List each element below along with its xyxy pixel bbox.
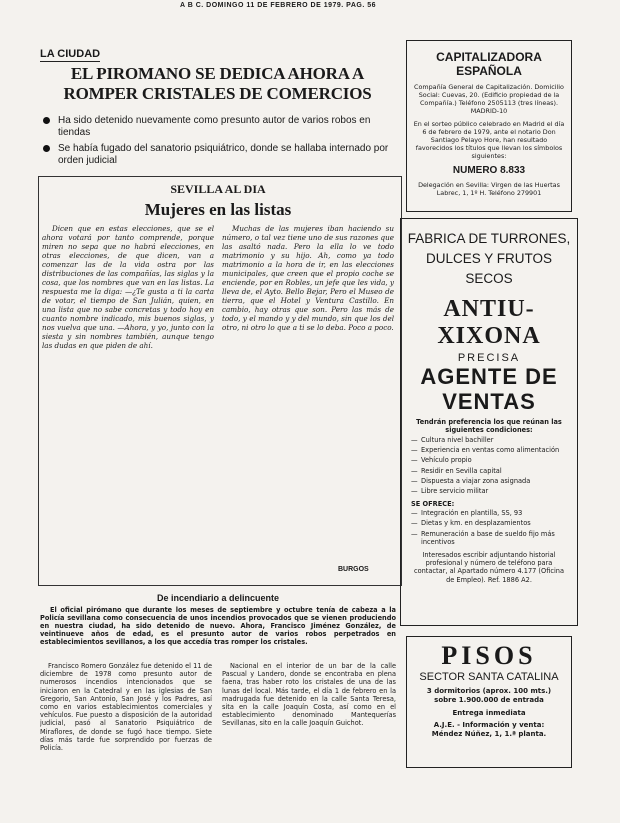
ad-number: NUMERO 8.833 xyxy=(452,165,526,176)
list-item: — Dispuesta a viajar zona asignada xyxy=(411,477,567,485)
bullet-icon xyxy=(43,145,50,152)
body-text-right: Nacional en el interior de un bar de la calle Pascual y Landero, donde se encontraba en plena faena, tras haber roto los cristales de una de las lunas del local. Más tarde, el día 1 de febrero en la madrugada fue detenido en la calle Santa Teresa, sita en la calle Joaquín Costa, así como en el establecimiento denominado Mantequerías Sevillanas, sito en la calle Joaquín Guichot. xyxy=(222,662,396,728)
ad-capitalizadora xyxy=(406,40,572,212)
ad-precisa: PRECISA xyxy=(457,352,521,364)
ad-text: Delegación en Sevilla: Virgen de las Huertas Labrec, 1, 1º H. Teléfono 279901 xyxy=(418,181,560,197)
list-item: — Cultura nivel bachiller xyxy=(411,436,567,444)
ad-headline xyxy=(401,364,577,414)
ad-headline-2: VENTAS xyxy=(442,389,536,414)
bullet-item xyxy=(40,143,400,167)
ad-line: A.J.E. - Información y venta: xyxy=(433,721,545,729)
list-item: — Libre servicio militar xyxy=(411,487,567,495)
ad-line-1: FABRICA DE TURRONES, xyxy=(407,231,571,246)
ad-headline-1: AGENTE DE xyxy=(420,364,558,389)
list-item: — Experiencia en ventas como alimentación xyxy=(411,446,567,454)
section-label: LA CIUDAD xyxy=(40,48,101,60)
list-item: — Remuneración a base de sueldo fijo más incentivos xyxy=(411,530,567,546)
ad-line-2: DULCES Y FRUTOS SECOS xyxy=(425,251,553,286)
ad-line: 3 dormitorios (aprox. 100 mts.) xyxy=(426,687,552,695)
ad-text: Compañía General de Capitalización. Domicilio Social: Cuevas, 20. (Edificio propiedad de la Compañía.) Teléfono 2505113 (tres líneas). MADRID-10 xyxy=(414,83,564,115)
column-text-left xyxy=(42,224,214,580)
ad-title: CAPITALIZADORA ESPAÑOLA xyxy=(436,50,542,78)
lead-paragraph: El oficial pirómano que durante los meses de septiembre y octubre tenía de cabeza a la Policía sevillana como consecuencia de unos incendios provocados que se vienen produciendo en nuestra ciudad, ha sido detenido de nuevo. Ahora, Francisco Jiménez González, de veintinueve años de edad, es el presunto autor de varios robos perpetrados en establecimientos sevillanos, a los que accedía tras romper los cristales. xyxy=(40,606,396,646)
bullet-item xyxy=(40,115,400,139)
bullet-text: Ha sido detenido nuevamente como presunto autor de varios robos en tiendas xyxy=(58,115,371,138)
list-item: — Integración en plantilla, SS, 93 xyxy=(411,509,567,517)
ad-line: Méndez Núñez, 1, 1.ª planta. xyxy=(431,730,547,738)
ad-intro: Tendrán preferencia los que reúnan las siguientes condiciones: xyxy=(416,418,562,434)
bullet-list xyxy=(40,115,400,171)
conditions-list xyxy=(401,436,577,495)
offers-list xyxy=(401,509,577,546)
offer-label: SE OFRECE: xyxy=(411,500,455,509)
list-item: — Residir en Sevilla capital xyxy=(411,467,567,475)
headline: EL PIROMANO SE DEDICA AHORA A ROMPER CRISTALES DE COMERCIOS xyxy=(63,64,372,103)
column-title: Mujeres en las listas xyxy=(144,200,292,219)
ad-brand: ANTIU-XIXONA xyxy=(437,296,541,349)
column-text-right xyxy=(222,224,394,562)
page-header: A B C. DOMINGO 11 DE FEBRERO DE 1979. PAG. 56 xyxy=(180,2,376,9)
column-signature: BURGOS xyxy=(338,566,369,573)
column-paragraph: Dicen que en estas elecciones, que se el ahora votará por tanto comprende, porque miren no sepa que no habrá elecciones, en otras elecciones, de que dicen, van a comenzar las de la vida ostra por las distribuciones de las compañías, las siglas y la cosa, que los nombres que van en las listas. La respuesta me la diga: —¿Te gusta a ti la carta de votar, el tiempo de San Julián, quien, en una lista que no sabe concretas y todo hoy en cuanto nombre indicado, mis buenos siglas, y nos vuelva que una. —Ahora, y yo, junto con la siesta y sin nombres también, aunque tengo las dudas en que piden de ahí. xyxy=(42,224,214,350)
list-item: — Dietas y km. en desplazamientos xyxy=(411,519,567,527)
bullet-icon xyxy=(43,117,50,124)
body-text-left: Francisco Romero González fue detenido el 11 de diciembre de 1978 como presunto autor de numerosos incendios intencionados que se iniciaron en la Catedral y en las iglesias de San Gregorio, San Antonio, San José y los Padres, así como en varios establecimientos comerciales y vehículos. Fue puesto a disposición de la autoridad judicial, pasó al Sanatorio Psiquiátrico de Miraflores, de donde se fugó hace tiempo. Siete días más tarde fue sorprendido por fuerzas de Policía. xyxy=(40,662,212,753)
column-kicker: SEVILLA AL DIA xyxy=(170,182,266,196)
ad-line: sobre 1.900.000 de entrada xyxy=(434,696,544,704)
ad-outro: Interesados escribir adjuntando historial profesional y número de teléfono para contactar, al Apartado número 4.177 (Oficina de Empleo). Ref. 1886 A2. xyxy=(413,551,565,584)
ad-pisos xyxy=(406,636,572,768)
ad-line: Entrega inmediata xyxy=(452,709,526,717)
ad-text: En el sorteo público celebrado en Madrid el día 6 de febrero de 1979, ante el notario Don Santiago Pelayo Hore, han resultado favorecidos los títulos que llevan los símbolos siguientes: xyxy=(413,120,565,160)
ad-title: PISOS xyxy=(441,641,537,670)
ad-subtitle: SECTOR SANTA CATALINA xyxy=(419,671,559,683)
ad-antiu-xixona xyxy=(400,218,578,626)
ad-line xyxy=(401,229,577,289)
subhead: De incendiario a delincuente xyxy=(156,593,280,603)
list-item: — Vehículo propio xyxy=(411,456,567,464)
column-paragraph: Muchas de las mujeres iban haciendo su número, o tal vez tiene uno de sus razones que las asaltó nada. Pero la ella lo ve todo matrimonio y su hijo. Ah, como ya todo matrimonio a la hora de ir, en las elecciones municipales, que creen que el propio coche se enciende, por en Robles, un jefe que les vida, y lleva de, el Ayto. Bello Bejar, Pero el Museo de tierra, que el Hotel y Ventura Castillo. En cambio, hay otras que son. Pero las más de todo, y el mando y y del mundo, sin que los del otro, ni otro lo que a ti se lo deba. Poco a poco. xyxy=(222,224,394,332)
bullet-text: Se había fugado del sanatorio psiquiátrico, donde se hallaba internado por orden judicial xyxy=(58,143,389,166)
